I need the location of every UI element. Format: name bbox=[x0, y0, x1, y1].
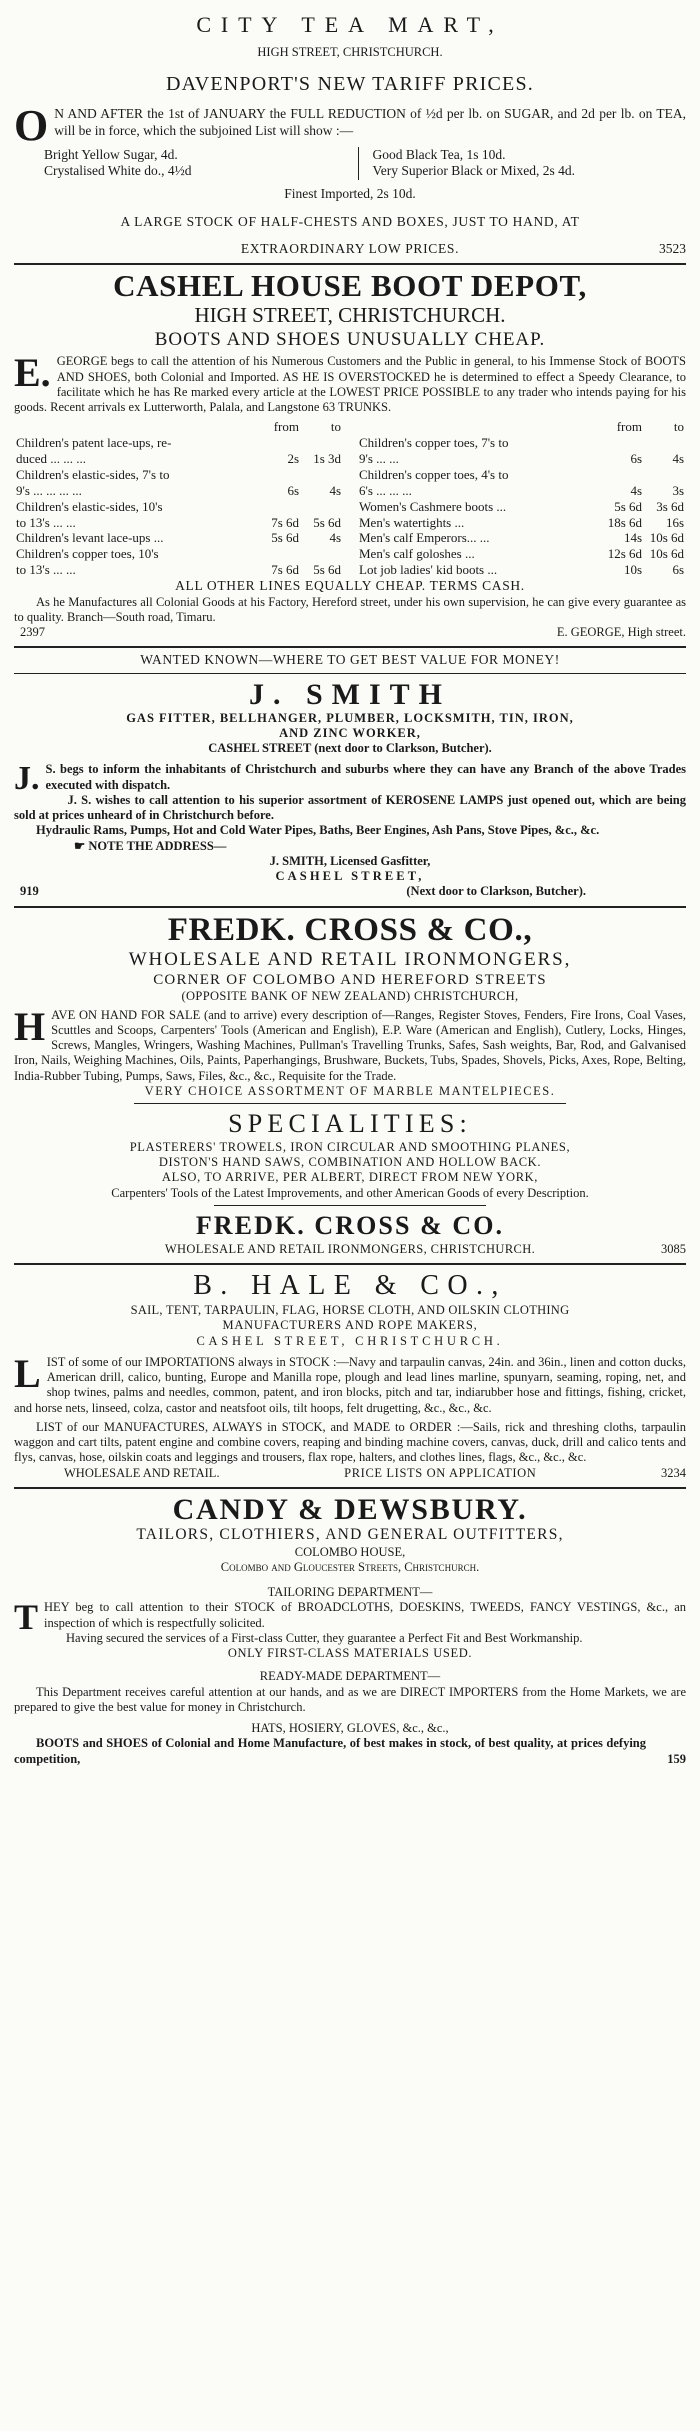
price-row: Children's patent lace-ups, re- bbox=[16, 435, 172, 451]
ad-notice bbox=[14, 101, 686, 151]
ad-title: CASHEL HOUSE BOOT DEPOT, bbox=[113, 268, 587, 304]
ad-title: CANDY & DEWSBURY. bbox=[172, 1492, 528, 1526]
sig-name: J. SMITH, Licensed Gasfitter, bbox=[269, 853, 431, 868]
price-row: Children's copper toes, 10's bbox=[16, 546, 159, 562]
price-item: Crystalised White do., 4½d bbox=[44, 163, 192, 179]
price-row: Lot job ladies' kid boots ... 10s 6s bbox=[359, 562, 684, 578]
ad-title: FREDK. CROSS & CO., bbox=[167, 911, 533, 948]
ad-intro bbox=[14, 350, 686, 415]
divider bbox=[134, 1103, 566, 1104]
candy-dewsbury-ad bbox=[14, 1493, 686, 1767]
price-row: Men's calf Emperors... ... 14s 10s 6d bbox=[359, 530, 684, 546]
spec-line-2: DISTON'S HAND SAWS, COMBINATION AND HOLLOW BACK. bbox=[158, 1155, 542, 1170]
sig-next: (Next door to Clarkson, Butcher). bbox=[406, 884, 586, 899]
para-2: J. S. wishes to call attention to his superior assortment of KEROSENE LAMPS just opened out, which are being sold at prices unheard of in Christchurch before. bbox=[14, 792, 686, 823]
price-row: duced ... ... ... 2s 1s 3d bbox=[16, 451, 341, 467]
notice-text: N AND AFTER the 1st of JANUARY the FULL REDUCTION of ½d per lb. on SUGAR, and 2d per lb. on TEA, will be in force, which the subjoined List will show :— bbox=[54, 106, 686, 138]
b-hale-ad bbox=[14, 1269, 686, 1481]
boot-price-tables bbox=[14, 419, 686, 578]
location: CASHEL STREET (next door to Clarkson, Butcher). bbox=[208, 741, 492, 756]
ad-ref: 2397 bbox=[20, 625, 45, 639]
footer-row bbox=[14, 1466, 686, 1481]
ad-address: HIGH STREET, CHRISTCHURCH. bbox=[194, 303, 506, 328]
price-row: 9's ... ... 6s 4s bbox=[359, 451, 684, 467]
all-other-lines: ALL OTHER LINES EQUALLY CHEAP. TERMS CASH. bbox=[175, 578, 525, 594]
signature-row bbox=[14, 625, 686, 640]
price-list-right bbox=[373, 147, 687, 180]
boots-line: BOOTS and SHOES of Colonial and Home Manufacture, of best makes in stock, of best quality, at prices defying competition, 159 bbox=[14, 1736, 686, 1766]
corner-line: CORNER OF COLOMBO AND HEREFORD STREETS bbox=[153, 972, 547, 989]
ad-title: B. HALE & CO., bbox=[193, 1269, 507, 1301]
signature: E. GEORGE, High street. bbox=[556, 625, 686, 639]
ad-ref: 3085 bbox=[661, 1241, 686, 1256]
wanted-line: WANTED KNOWN—WHERE TO GET BEST VALUE FOR MONEY! bbox=[140, 652, 560, 668]
price-item: Bright Yellow Sugar, 4d. bbox=[44, 147, 178, 163]
price-row: to 13's ... ... 7s 6d 5s 6d bbox=[16, 562, 341, 578]
price-row: to 13's ... ... 7s 6d 5s 6d bbox=[16, 514, 341, 530]
divider bbox=[14, 1263, 686, 1265]
spec-line-1: PLASTERERS' TROWELS, IRON CIRCULAR AND SMOOTHING PLANES, bbox=[129, 1139, 571, 1154]
boot-price-table-left bbox=[14, 419, 343, 578]
drop-cap: O bbox=[14, 101, 49, 151]
ad-ref: 919 bbox=[20, 884, 39, 899]
para-2: LIST of our MANUFACTURES, ALWAYS in STOCK, and MADE to ORDER :—Sails, rick and threshing cloths, tarpaulin waggon and cart tilts, patent engine and combine covers, reaping and binding machine covers, canvas, duck, drill and calico tents and flys, canvas, hose, oilskin coats and leggings and trousers, flax rope, halters, and clothes lines, flags, &c., &c., &c. bbox=[14, 1419, 686, 1465]
price-row: Men's watertights ... 18s 6d 16s bbox=[359, 514, 684, 530]
col-from: from bbox=[273, 419, 299, 435]
price-item: Good Black Tea, 1s 10d. bbox=[372, 147, 506, 163]
note-address: ☛ NOTE THE ADDRESS— bbox=[74, 838, 227, 853]
spec-line-3: ALSO, TO ARRIVE, PER ALBERT, DIRECT FROM NEW YORK, bbox=[161, 1170, 539, 1185]
divider bbox=[14, 1487, 686, 1489]
drop-cap: H bbox=[14, 1003, 46, 1049]
col-to: to bbox=[330, 419, 341, 435]
price-row: Children's copper toes, 4's to bbox=[359, 467, 509, 483]
price-lists: PRICE LISTS ON APPLICATION bbox=[344, 1465, 537, 1480]
ad-ref: 3523 bbox=[658, 240, 686, 256]
sig-street: CASHEL STREET, bbox=[275, 869, 425, 884]
ready-head: READY-MADE DEPARTMENT— bbox=[259, 1669, 441, 1684]
price-row: Children's elastic-sides, 7's to bbox=[16, 467, 170, 483]
drop-cap: J. bbox=[14, 760, 40, 798]
divider bbox=[14, 673, 686, 674]
ad-title: J. SMITH bbox=[248, 677, 452, 711]
footer-sub: WHOLESALE AND RETAIL IRONMONGERS, CHRISTCHURCH. bbox=[164, 1241, 536, 1256]
streets-line: Colombo and Gloucester Streets, Christchurch. bbox=[220, 1559, 480, 1574]
stock-line-1: A LARGE STOCK OF HALF-CHESTS AND BOXES, JUST TO HAND, AT bbox=[120, 214, 580, 230]
divider bbox=[14, 646, 686, 648]
sub-line-1: SAIL, TENT, TARPAULIN, FLAG, HORSE CLOTH, AND OILSKIN CLOTHING bbox=[130, 1303, 570, 1318]
j-smith-ad bbox=[14, 652, 686, 899]
price-row: Children's copper toes, 7's to bbox=[359, 435, 509, 451]
footer-title: FREDK. CROSS & CO. bbox=[195, 1210, 505, 1240]
para-1: J. S. begs to inform the inhabitants of Christchurch and suburbs where they can have any Branch of the above Trades executed with dispatch. bbox=[14, 760, 686, 798]
opposite-line: (OPPOSITE BANK OF NEW ZEALAND) CHRISTCHURCH, bbox=[181, 989, 519, 1004]
specialities-title: SPECIALITIES: bbox=[228, 1109, 472, 1139]
spec-line-4: Carpenters' Tools of the Latest Improvements, and other American Goods of every Description. bbox=[111, 1185, 589, 1200]
fredk-cross-ad bbox=[14, 912, 686, 1257]
footer-row bbox=[14, 1242, 686, 1257]
column-divider bbox=[358, 147, 359, 180]
stock-line-2: EXTRAORDINARY LOW PRICES. bbox=[240, 240, 460, 256]
trades-line-2: AND ZINC WORKER, bbox=[279, 725, 421, 740]
mantel-line: VERY CHOICE ASSORTMENT OF MARBLE MANTELPIECES. bbox=[144, 1083, 556, 1098]
drop-cap: L bbox=[14, 1350, 41, 1396]
ad-subtitle: WHOLESALE AND RETAIL IRONMONGERS, bbox=[128, 949, 572, 971]
manufactures-note: As he Manufactures all Colonial Goods at his Factory, Hereford street, under his own supervision, he can give every guarantee as to quality. Branch—South road, Timaru. bbox=[14, 594, 686, 624]
city-tea-mart-ad bbox=[14, 12, 686, 257]
house-line: COLOMBO HOUSE, bbox=[294, 1544, 406, 1559]
price-row: Children's levant lace-ups ... 5s 6d 4s bbox=[16, 530, 341, 546]
price-row: 6's ... ... ... 4s 3s bbox=[359, 482, 684, 498]
divider bbox=[14, 906, 686, 908]
tailoring-body: THEY beg to call attention to their STOCK of BROADCLOTHS, DOESKINS, TWEEDS, FANCY VESTINGS, &c., an inspection of which is respectfully solicited. bbox=[14, 1597, 686, 1638]
sig-next-row bbox=[14, 884, 686, 899]
para-3: Hydraulic Rams, Pumps, Hot and Cold Water Pipes, Baths, Beer Engines, Ash Pans, Stove Pipes, &c., &c. bbox=[36, 823, 600, 838]
price-row: Women's Cashmere boots ... 5s 6d 3s 6d bbox=[359, 498, 684, 514]
cutter-note: Having secured the services of a First-class Cutter, they guarantee a Perfect Fit and Best Workmanship. bbox=[66, 1630, 583, 1645]
sub-line-2: MANUFACTURERS AND ROPE MAKERS, bbox=[222, 1318, 478, 1333]
para-1: LIST of some of our IMPORTATIONS always in STOCK :—Navy and tarpaulin canvas, 24in. and 36in., linen and cotton ducks, American drill, calico, bunting, Europe and Manilla rope, plough and lead lines marline, spunyarn, seaming, roping, net, and shop twines, palms and needles, common, patent, and iron blocks, pitch and tar, indiarubber hose and fittings, fishing, cricket, and horse nets, linseed, colza, castor and neatsfoot oils, tilt hoops, felt drugetting, &c., &c., &c. bbox=[14, 1350, 686, 1415]
drop-cap: T bbox=[14, 1597, 39, 1638]
street-line: CASHEL STREET, CHRISTCHURCH. bbox=[196, 1333, 504, 1348]
cashel-house-ad bbox=[14, 269, 686, 640]
only-materials: ONLY FIRST-CLASS MATERIALS USED. bbox=[227, 1646, 473, 1661]
ad-ref: 159 bbox=[667, 1751, 686, 1766]
ad-body: HAVE ON HAND FOR SALE (and to arrive) every description of—Ranges, Register Stoves, Fenders, Fire Irons, Coal Vases, Scuttles and Scoops, Carpenters' Tools (American and English), E.P. Ware (American and English), Cutlery, Locks, Hinges, Screws, Mangles, Wringers, Washing Machines, Pullman's Travelling Trunks, Safes, Sash weights, Bar, Rod, and Galvanised Iron, Nails, Weighing Machines, Oils, Paints, Paperhangings, Brushware, Buckets, Tubs, Spades, Shovels, Picks, Axes, Rope, Belting, India-Rubber Tubing, Pumps, Saws, Files, &c., &c., Requisite for the Trade. bbox=[14, 1003, 686, 1083]
ad-ref: 3234 bbox=[660, 1465, 686, 1480]
trades-line-1: GAS FITTER, BELLHANGER, PLUMBER, LOCKSMITH, TIN, IRON, bbox=[126, 710, 574, 725]
col-to: to bbox=[673, 419, 684, 435]
tailoring-head: TAILORING DEPARTMENT— bbox=[267, 1585, 433, 1600]
ready-body: This Department receives careful attention at our hands, and as we are DIRECT IMPORTERS from the Home Markets, we are prepared to give the best value for money in Christchurch. bbox=[14, 1684, 686, 1714]
finest-price: Finest Imported, 2s 10d. bbox=[284, 185, 416, 201]
price-row: 9's ... ... ... ... 6s 4s bbox=[16, 482, 341, 498]
intro-text: GEORGE begs to call the attention of his Numerous Customers and the Public in general, to his Immense Stock of BOOTS AND SHOES, both Colonial and Imported. AS HE IS OVERSTOCKED he is determined to effect a Speedy Clearance, to facilitate which he has Re marked every article at the LOWEST PRICE POSSIBLE to any trader who intends paying for his goods. Recent arrivals ex Lutterworth, Palala, and Langstone 63 TRUNKS. bbox=[14, 354, 686, 415]
ad-address: HIGH STREET, CHRISTCHURCH. bbox=[257, 44, 443, 59]
ad-subtitle: DAVENPORT'S NEW TARIFF PRICES. bbox=[166, 73, 534, 96]
stock-line-2-row bbox=[14, 241, 686, 257]
price-item: Very Superior Black or Mixed, 2s 4d. bbox=[372, 163, 575, 179]
drop-cap: E. bbox=[14, 350, 51, 396]
wholesale: WHOLESALE AND RETAIL. bbox=[64, 1465, 220, 1480]
divider bbox=[214, 1205, 486, 1206]
divider bbox=[14, 263, 686, 265]
price-list-left bbox=[44, 147, 358, 180]
hats-line: HATS, HOSIERY, GLOVES, &c., &c., bbox=[251, 1721, 449, 1736]
ad-subtitle: TAILORS, CLOTHIERS, AND GENERAL OUTFITTERS, bbox=[136, 1525, 564, 1543]
price-row: Men's calf goloshes ... 12s 6d 10s 6d bbox=[359, 546, 684, 562]
boot-price-table-right bbox=[357, 419, 686, 578]
price-list bbox=[44, 147, 686, 180]
price-row: Children's elastic-sides, 10's bbox=[16, 498, 163, 514]
ad-title: CITY TEA MART, bbox=[196, 12, 504, 37]
ad-subtitle: BOOTS AND SHOES UNUSUALLY CHEAP. bbox=[154, 328, 546, 350]
col-from: from bbox=[616, 419, 642, 435]
